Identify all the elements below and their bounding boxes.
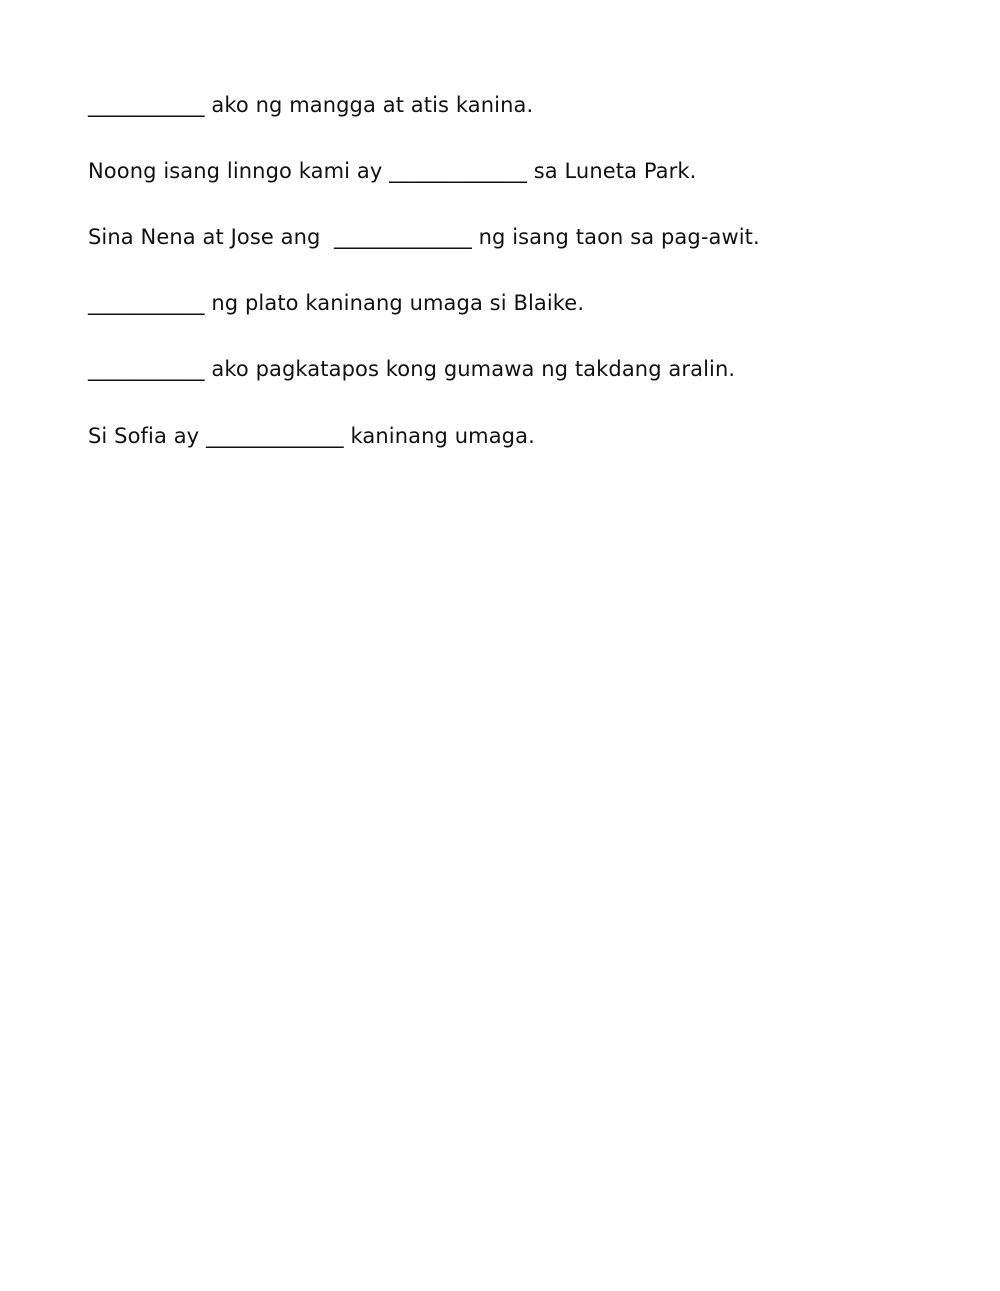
sentence-line-6: Si Sofia ay _____________ kaninang umaga.: [88, 424, 535, 448]
sentence-line-5: ___________ ako pagkatapos kong gumawa ng takdang aralin.: [88, 357, 736, 381]
sentence-line-1: ___________ ako ng mangga at atis kanina.: [88, 93, 534, 117]
sentence-line-4: ___________ ng plato kaninang umaga si Blaike.: [88, 291, 585, 315]
sentence-line-3: Sina Nena at Jose ang _____________ ng isang taon sa pag-awit.: [88, 225, 760, 249]
sentence-line-2: Noong isang linngo kami ay _____________ sa Luneta Park.: [88, 159, 697, 183]
